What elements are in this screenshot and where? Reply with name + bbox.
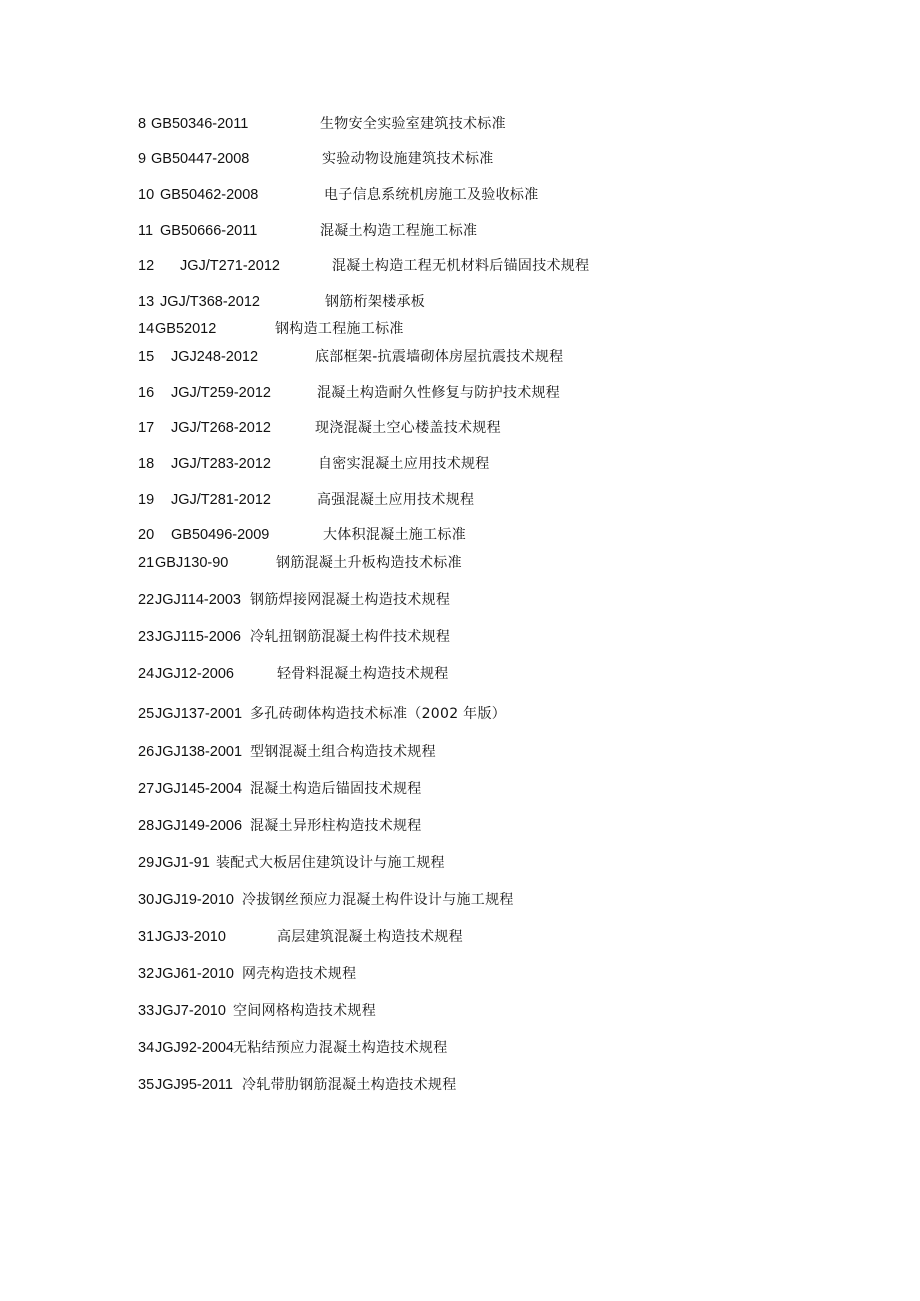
standard-code: JGJ/T271-2012 [180, 258, 280, 274]
standard-code: GB50462-2008 [160, 187, 259, 203]
standard-title: 多孔砖砌体构造技术标准（2002 年版） [250, 706, 507, 722]
standard-code: JGJ12-2006 [155, 666, 234, 682]
standard-title: 混凝土构造耐久性修复与防护技术规程 [317, 385, 561, 401]
standard-number: 12 [138, 258, 155, 274]
standard-number: 20 [138, 527, 155, 543]
standard-title: 自密实混凝土应用技术规程 [318, 456, 490, 472]
standard-code: JGJ/T268-2012 [171, 420, 271, 436]
standard-number: 14 [138, 321, 155, 337]
standard-title: 混凝土异形柱构造技术规程 [250, 818, 422, 834]
standard-number: 9 [138, 151, 147, 167]
standard-number: 21 [138, 555, 155, 571]
standard-title: 钢构造工程施工标准 [275, 321, 404, 337]
standard-code: JGJ137-2001 [155, 706, 243, 722]
standard-number: 34 [138, 1040, 155, 1056]
standard-title: 型钢混凝土组合构造技术规程 [250, 744, 436, 760]
standard-code: JGJ92-2004 [155, 1040, 234, 1056]
standard-number: 32 [138, 966, 155, 982]
standard-title: 混凝土构造后锚固技术规程 [250, 781, 422, 797]
standard-code: GB50666-2011 [160, 223, 258, 239]
standard-code: GBJ130-90 [155, 555, 229, 571]
standard-number: 22 [138, 592, 155, 608]
standard-code: JGJ114-2003 [155, 592, 241, 608]
standard-title: 混凝土构造工程施工标准 [320, 223, 478, 239]
standard-code: JGJ248-2012 [171, 349, 259, 365]
standard-code: JGJ138-2001 [155, 744, 243, 760]
standard-code: JGJ149-2006 [155, 818, 243, 834]
standard-title: 轻骨料混凝土构造技术规程 [277, 666, 449, 682]
standard-code: JGJ/T259-2012 [171, 385, 271, 401]
standard-number: 25 [138, 706, 155, 722]
standard-title: 现浇混凝土空心楼盖技术规程 [315, 420, 501, 436]
standard-code: JGJ/T281-2012 [171, 492, 271, 508]
standard-number: 18 [138, 456, 155, 472]
standard-title: 钢筋桁架楼承板 [325, 294, 426, 310]
standard-title: 生物安全实验室建筑技术标准 [320, 116, 506, 132]
standard-number: 8 [138, 116, 147, 132]
standard-title: 大体积混凝土施工标准 [323, 527, 466, 543]
standard-code: JGJ61-2010 [155, 966, 234, 982]
standard-number: 10 [138, 187, 155, 203]
standard-code: JGJ3-2010 [155, 929, 226, 945]
standard-title: 冷轧带肋钢筋混凝土构造技术规程 [242, 1077, 457, 1093]
standard-code: JGJ19-2010 [155, 892, 234, 908]
standard-title: 钢筋焊接网混凝土构造技术规程 [250, 592, 451, 608]
standard-number: 31 [138, 929, 155, 945]
standard-code: JGJ/T368-2012 [160, 294, 260, 310]
standard-number: 15 [138, 349, 155, 365]
standard-code: GB50346-2011 [151, 116, 249, 132]
standard-title: 网壳构造技术规程 [242, 966, 357, 982]
standard-number: 23 [138, 629, 155, 645]
standard-title: 电子信息系统机房施工及验收标准 [324, 187, 539, 203]
standard-title: 钢筋混凝土升板构造技术标准 [276, 555, 462, 571]
standard-number: 30 [138, 892, 155, 908]
standard-code: GB50447-2008 [151, 151, 250, 167]
standard-title: 高层建筑混凝土构造技术规程 [277, 929, 463, 945]
standard-number: 33 [138, 1003, 155, 1019]
standard-code: GB50496-2009 [171, 527, 270, 543]
standard-number: 19 [138, 492, 155, 508]
standard-number: 28 [138, 818, 155, 834]
standard-code: JGJ7-2010 [155, 1003, 226, 1019]
standard-number: 17 [138, 420, 155, 436]
standard-title: 冷轧扭钢筋混凝土构件技术规程 [250, 629, 451, 645]
standard-title: 高强混凝土应用技术规程 [317, 492, 475, 508]
standard-number: 16 [138, 385, 155, 401]
standard-title: 空间网格构造技术规程 [233, 1003, 376, 1019]
standard-title: 混凝土构造工程无机材料后锚固技术规程 [332, 258, 590, 274]
standard-number: 26 [138, 744, 155, 760]
standard-code: JGJ1-91 [155, 855, 210, 871]
standard-number: 11 [138, 223, 154, 239]
standard-title: 装配式大板居住建筑设计与施工规程 [216, 855, 445, 871]
standard-code: GB52012 [155, 321, 217, 337]
standard-number: 27 [138, 781, 155, 797]
standard-code: JGJ145-2004 [155, 781, 243, 797]
standard-code: JGJ/T283-2012 [171, 456, 271, 472]
standard-title: 实验动物设施建筑技术标准 [322, 151, 494, 167]
standard-title: 底部框架-抗震墙砌体房屋抗震技术规程 [315, 349, 564, 365]
standard-number: 13 [138, 294, 155, 310]
standard-number: 24 [138, 666, 155, 682]
standard-code: JGJ95-2011 [155, 1077, 233, 1093]
standard-number: 35 [138, 1077, 155, 1093]
standard-number: 29 [138, 855, 155, 871]
standard-title: 冷拔钢丝预应力混凝土构件设计与施工规程 [242, 892, 514, 908]
standard-code: JGJ115-2006 [155, 629, 241, 645]
standard-title: 无粘结预应力混凝土构造技术规程 [233, 1040, 448, 1056]
